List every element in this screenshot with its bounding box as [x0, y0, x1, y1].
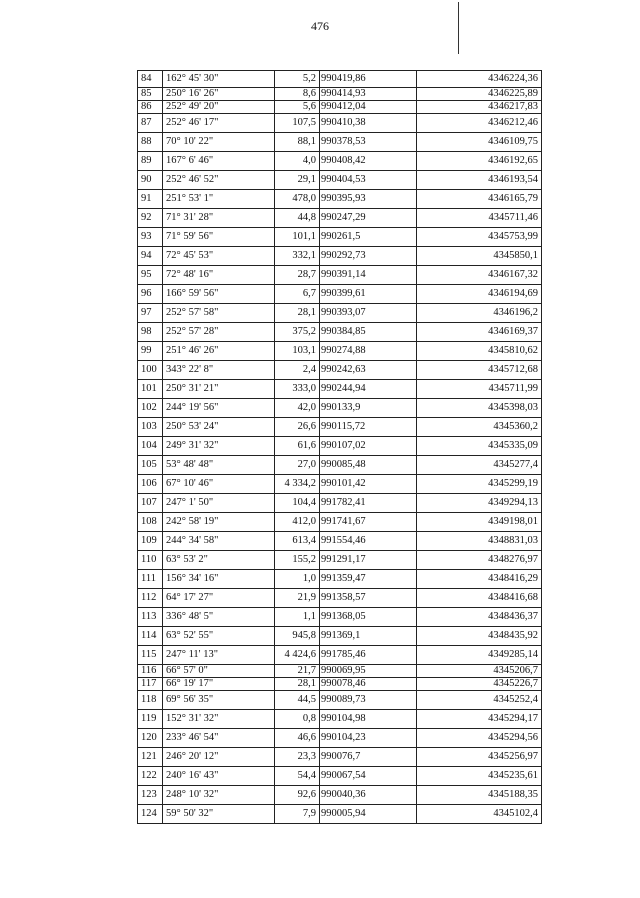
point-number-cell: 113 — [138, 608, 163, 627]
point-number-cell: 114 — [138, 627, 163, 646]
table-row — [138, 691, 542, 710]
distance-cell: 28,1 — [275, 304, 320, 323]
y-coordinate-cell: 4346225,89 — [417, 88, 542, 101]
bearing-cell: 244° 19' 56" — [163, 399, 275, 418]
bearing-cell: 336° 48' 5" — [163, 608, 275, 627]
point-number-cell: 84 — [138, 71, 163, 88]
x-coordinate-cell: 990395,93 — [320, 190, 417, 209]
y-coordinate-cell: 4345252,4 — [417, 691, 542, 710]
bearing-cell: 250° 16' 26" — [163, 88, 275, 101]
point-number-cell: 106 — [138, 475, 163, 494]
distance-cell: 88,1 — [275, 133, 320, 152]
bearing-cell: 71° 31' 28" — [163, 209, 275, 228]
x-coordinate-cell: 991291,17 — [320, 551, 417, 570]
y-coordinate-cell: 4346109,75 — [417, 133, 542, 152]
distance-cell: 0,8 — [275, 710, 320, 729]
distance-cell: 5,2 — [275, 71, 320, 88]
distance-cell: 333,0 — [275, 380, 320, 399]
y-coordinate-cell: 4345360,2 — [417, 418, 542, 437]
point-number-cell: 93 — [138, 228, 163, 247]
point-number-cell: 109 — [138, 532, 163, 551]
table-row — [138, 551, 542, 570]
page-number: 476 — [311, 19, 329, 33]
y-coordinate-cell: 4345711,99 — [417, 380, 542, 399]
point-number-cell: 120 — [138, 729, 163, 748]
bearing-cell: 63° 52' 55" — [163, 627, 275, 646]
y-coordinate-cell: 4345335,09 — [417, 437, 542, 456]
point-number-cell: 116 — [138, 665, 163, 678]
distance-cell: 412,0 — [275, 513, 320, 532]
bearing-cell: 247° 1' 50" — [163, 494, 275, 513]
y-coordinate-cell: 4345398,03 — [417, 399, 542, 418]
y-coordinate-cell: 4345277,4 — [417, 456, 542, 475]
point-number-cell: 94 — [138, 247, 163, 266]
distance-cell: 5,6 — [275, 101, 320, 114]
point-number-cell: 117 — [138, 678, 163, 691]
point-number-cell: 91 — [138, 190, 163, 209]
point-number-cell: 103 — [138, 418, 163, 437]
distance-cell: 1,0 — [275, 570, 320, 589]
bearing-cell: 250° 53' 24" — [163, 418, 275, 437]
x-coordinate-cell: 990408,42 — [320, 152, 417, 171]
distance-cell: 42,0 — [275, 399, 320, 418]
point-number-cell: 112 — [138, 589, 163, 608]
x-coordinate-cell: 990274,88 — [320, 342, 417, 361]
bearing-cell: 252° 46' 17" — [163, 114, 275, 133]
table-row — [138, 171, 542, 190]
x-coordinate-cell: 990107,02 — [320, 437, 417, 456]
y-coordinate-cell: 4345299,19 — [417, 475, 542, 494]
distance-cell: 8,6 — [275, 88, 320, 101]
table-row — [138, 494, 542, 513]
point-number-cell: 99 — [138, 342, 163, 361]
distance-cell: 28,7 — [275, 266, 320, 285]
point-number-cell: 122 — [138, 767, 163, 786]
table-row — [138, 532, 542, 551]
point-number-cell: 119 — [138, 710, 163, 729]
point-number-cell: 88 — [138, 133, 163, 152]
distance-cell: 46,6 — [275, 729, 320, 748]
bearing-cell: 251° 46' 26" — [163, 342, 275, 361]
table-row — [138, 646, 542, 665]
y-coordinate-cell: 4348416,29 — [417, 570, 542, 589]
distance-cell: 44,8 — [275, 209, 320, 228]
bearing-cell: 167° 6' 46" — [163, 152, 275, 171]
bearing-cell: 250° 31' 21" — [163, 380, 275, 399]
y-coordinate-cell: 4345226,7 — [417, 678, 542, 691]
coordinates-table-body — [138, 71, 542, 824]
y-coordinate-cell: 4346196,2 — [417, 304, 542, 323]
table-row — [138, 228, 542, 247]
point-number-cell: 104 — [138, 437, 163, 456]
y-coordinate-cell: 4345850,1 — [417, 247, 542, 266]
table-row — [138, 748, 542, 767]
table-row — [138, 190, 542, 209]
table-row — [138, 570, 542, 589]
bearing-cell: 72° 45' 53" — [163, 247, 275, 266]
table-row — [138, 114, 542, 133]
point-number-cell: 121 — [138, 748, 163, 767]
y-coordinate-cell: 4346193,54 — [417, 171, 542, 190]
y-coordinate-cell: 4346212,46 — [417, 114, 542, 133]
point-number-cell: 85 — [138, 88, 163, 101]
table-row — [138, 152, 542, 171]
y-coordinate-cell: 4348276,97 — [417, 551, 542, 570]
y-coordinate-cell: 4349294,13 — [417, 494, 542, 513]
table-row — [138, 342, 542, 361]
table-row — [138, 399, 542, 418]
x-coordinate-cell: 990078,46 — [320, 678, 417, 691]
table-row — [138, 209, 542, 228]
distance-cell: 107,5 — [275, 114, 320, 133]
table-row — [138, 71, 542, 88]
point-number-cell: 105 — [138, 456, 163, 475]
table-row — [138, 101, 542, 114]
bearing-cell: 53° 48' 48" — [163, 456, 275, 475]
x-coordinate-cell: 990393,07 — [320, 304, 417, 323]
distance-cell: 613,4 — [275, 532, 320, 551]
x-coordinate-cell: 990414,93 — [320, 88, 417, 101]
bearing-cell: 247° 11' 13" — [163, 646, 275, 665]
table-row — [138, 729, 542, 748]
y-coordinate-cell: 4346192,65 — [417, 152, 542, 171]
bearing-cell: 246° 20' 12" — [163, 748, 275, 767]
point-number-cell: 87 — [138, 114, 163, 133]
bearing-cell: 69° 56' 35" — [163, 691, 275, 710]
point-number-cell: 123 — [138, 786, 163, 805]
x-coordinate-cell: 991359,47 — [320, 570, 417, 589]
bearing-cell: 64° 17' 27" — [163, 589, 275, 608]
point-number-cell: 86 — [138, 101, 163, 114]
y-coordinate-cell: 4348435,92 — [417, 627, 542, 646]
y-coordinate-cell: 4345235,61 — [417, 767, 542, 786]
x-coordinate-cell: 990391,14 — [320, 266, 417, 285]
distance-cell: 28,1 — [275, 678, 320, 691]
x-coordinate-cell: 990101,42 — [320, 475, 417, 494]
table-row — [138, 285, 542, 304]
x-coordinate-cell: 990404,53 — [320, 171, 417, 190]
point-number-cell: 89 — [138, 152, 163, 171]
point-number-cell: 92 — [138, 209, 163, 228]
y-coordinate-cell: 4345188,35 — [417, 786, 542, 805]
x-coordinate-cell: 990133,9 — [320, 399, 417, 418]
y-coordinate-cell: 4345753,99 — [417, 228, 542, 247]
x-coordinate-cell: 990005,94 — [320, 805, 417, 824]
x-coordinate-cell: 990244,94 — [320, 380, 417, 399]
table-row — [138, 323, 542, 342]
bearing-cell: 248° 10' 32" — [163, 786, 275, 805]
y-coordinate-cell: 4346194,69 — [417, 285, 542, 304]
bearing-cell: 240° 16' 43" — [163, 767, 275, 786]
x-coordinate-cell: 991358,57 — [320, 589, 417, 608]
bearing-cell: 233° 46' 54" — [163, 729, 275, 748]
bearing-cell: 343° 22' 8" — [163, 361, 275, 380]
point-number-cell: 95 — [138, 266, 163, 285]
bearing-cell: 252° 57' 58" — [163, 304, 275, 323]
x-coordinate-cell: 990410,38 — [320, 114, 417, 133]
table-row — [138, 678, 542, 691]
point-number-cell: 101 — [138, 380, 163, 399]
bearing-cell: 249° 31' 32" — [163, 437, 275, 456]
margin-mark — [458, 2, 459, 54]
x-coordinate-cell: 990419,86 — [320, 71, 417, 88]
point-number-cell: 97 — [138, 304, 163, 323]
x-coordinate-cell: 990292,73 — [320, 247, 417, 266]
y-coordinate-cell: 4348831,03 — [417, 532, 542, 551]
distance-cell: 945,8 — [275, 627, 320, 646]
y-coordinate-cell: 4345712,68 — [417, 361, 542, 380]
x-coordinate-cell: 990104,23 — [320, 729, 417, 748]
x-coordinate-cell: 991782,41 — [320, 494, 417, 513]
bearing-cell: 67° 10' 46" — [163, 475, 275, 494]
table-row — [138, 361, 542, 380]
x-coordinate-cell: 990247,29 — [320, 209, 417, 228]
bearing-cell: 252° 46' 52" — [163, 171, 275, 190]
point-number-cell: 111 — [138, 570, 163, 589]
distance-cell: 23,3 — [275, 748, 320, 767]
table-row — [138, 589, 542, 608]
y-coordinate-cell: 4345294,17 — [417, 710, 542, 729]
x-coordinate-cell: 991741,67 — [320, 513, 417, 532]
bearing-cell: 166° 59' 56" — [163, 285, 275, 304]
x-coordinate-cell: 990378,53 — [320, 133, 417, 152]
distance-cell: 61,6 — [275, 437, 320, 456]
point-number-cell: 108 — [138, 513, 163, 532]
distance-cell: 4 334,2 — [275, 475, 320, 494]
y-coordinate-cell: 4349285,14 — [417, 646, 542, 665]
bearing-cell: 72° 48' 16" — [163, 266, 275, 285]
x-coordinate-cell: 990261,5 — [320, 228, 417, 247]
x-coordinate-cell: 991368,05 — [320, 608, 417, 627]
x-coordinate-cell: 990040,36 — [320, 786, 417, 805]
point-number-cell: 98 — [138, 323, 163, 342]
bearing-cell: 252° 49' 20" — [163, 101, 275, 114]
x-coordinate-cell: 990115,72 — [320, 418, 417, 437]
distance-cell: 29,1 — [275, 171, 320, 190]
y-coordinate-cell: 4345206,7 — [417, 665, 542, 678]
y-coordinate-cell: 4346169,37 — [417, 323, 542, 342]
distance-cell: 4 424,6 — [275, 646, 320, 665]
distance-cell: 1,1 — [275, 608, 320, 627]
table-row — [138, 767, 542, 786]
distance-cell: 44,5 — [275, 691, 320, 710]
bearing-cell: 66° 19' 17" — [163, 678, 275, 691]
table-row — [138, 266, 542, 285]
x-coordinate-cell: 990399,61 — [320, 285, 417, 304]
bearing-cell: 66° 57' 0" — [163, 665, 275, 678]
point-number-cell: 118 — [138, 691, 163, 710]
y-coordinate-cell: 4348436,37 — [417, 608, 542, 627]
point-number-cell: 90 — [138, 171, 163, 190]
bearing-cell: 252° 57' 28" — [163, 323, 275, 342]
bearing-cell: 162° 45' 30" — [163, 71, 275, 88]
distance-cell: 332,1 — [275, 247, 320, 266]
table-row — [138, 456, 542, 475]
x-coordinate-cell: 991554,46 — [320, 532, 417, 551]
x-coordinate-cell: 991785,46 — [320, 646, 417, 665]
bearing-cell: 59° 50' 32" — [163, 805, 275, 824]
point-number-cell: 100 — [138, 361, 163, 380]
bearing-cell: 244° 34' 58" — [163, 532, 275, 551]
point-number-cell: 115 — [138, 646, 163, 665]
distance-cell: 21,9 — [275, 589, 320, 608]
y-coordinate-cell: 4345810,62 — [417, 342, 542, 361]
distance-cell: 26,6 — [275, 418, 320, 437]
bearing-cell: 251° 53' 1" — [163, 190, 275, 209]
x-coordinate-cell: 990104,98 — [320, 710, 417, 729]
y-coordinate-cell: 4346165,79 — [417, 190, 542, 209]
y-coordinate-cell: 4349198,01 — [417, 513, 542, 532]
table-row — [138, 475, 542, 494]
x-coordinate-cell: 990242,63 — [320, 361, 417, 380]
distance-cell: 6,7 — [275, 285, 320, 304]
x-coordinate-cell: 990069,95 — [320, 665, 417, 678]
x-coordinate-cell: 990076,7 — [320, 748, 417, 767]
x-coordinate-cell: 991369,1 — [320, 627, 417, 646]
distance-cell: 7,9 — [275, 805, 320, 824]
point-number-cell: 107 — [138, 494, 163, 513]
coordinates-table — [137, 70, 542, 824]
table-row — [138, 437, 542, 456]
table-row — [138, 608, 542, 627]
distance-cell: 375,2 — [275, 323, 320, 342]
distance-cell: 2,4 — [275, 361, 320, 380]
distance-cell: 155,2 — [275, 551, 320, 570]
y-coordinate-cell: 4345102,4 — [417, 805, 542, 824]
table-row — [138, 627, 542, 646]
distance-cell: 101,1 — [275, 228, 320, 247]
bearing-cell: 152° 31' 32" — [163, 710, 275, 729]
x-coordinate-cell: 990384,85 — [320, 323, 417, 342]
distance-cell: 21,7 — [275, 665, 320, 678]
bearing-cell: 63° 53' 2" — [163, 551, 275, 570]
distance-cell: 478,0 — [275, 190, 320, 209]
bearing-cell: 156° 34' 16" — [163, 570, 275, 589]
table-row — [138, 418, 542, 437]
distance-cell: 103,1 — [275, 342, 320, 361]
distance-cell: 92,6 — [275, 786, 320, 805]
y-coordinate-cell: 4346167,32 — [417, 266, 542, 285]
bearing-cell: 71° 59' 56" — [163, 228, 275, 247]
table-row — [138, 665, 542, 678]
distance-cell: 104,4 — [275, 494, 320, 513]
table-row — [138, 786, 542, 805]
table-row — [138, 710, 542, 729]
y-coordinate-cell: 4345711,46 — [417, 209, 542, 228]
table-row — [138, 133, 542, 152]
y-coordinate-cell: 4345294,56 — [417, 729, 542, 748]
x-coordinate-cell: 990412,04 — [320, 101, 417, 114]
table-row — [138, 513, 542, 532]
distance-cell: 4,0 — [275, 152, 320, 171]
bearing-cell: 242° 58' 19" — [163, 513, 275, 532]
bearing-cell: 70° 10' 22" — [163, 133, 275, 152]
table-row — [138, 805, 542, 824]
distance-cell: 27,0 — [275, 456, 320, 475]
y-coordinate-cell: 4345256,97 — [417, 748, 542, 767]
point-number-cell: 96 — [138, 285, 163, 304]
y-coordinate-cell: 4346217,83 — [417, 101, 542, 114]
table-row — [138, 247, 542, 266]
x-coordinate-cell: 990067,54 — [320, 767, 417, 786]
x-coordinate-cell: 990089,73 — [320, 691, 417, 710]
distance-cell: 54,4 — [275, 767, 320, 786]
point-number-cell: 110 — [138, 551, 163, 570]
x-coordinate-cell: 990085,48 — [320, 456, 417, 475]
y-coordinate-cell: 4348416,68 — [417, 589, 542, 608]
table-row — [138, 88, 542, 101]
table-row — [138, 304, 542, 323]
point-number-cell: 102 — [138, 399, 163, 418]
point-number-cell: 124 — [138, 805, 163, 824]
table-row — [138, 380, 542, 399]
y-coordinate-cell: 4346224,36 — [417, 71, 542, 88]
